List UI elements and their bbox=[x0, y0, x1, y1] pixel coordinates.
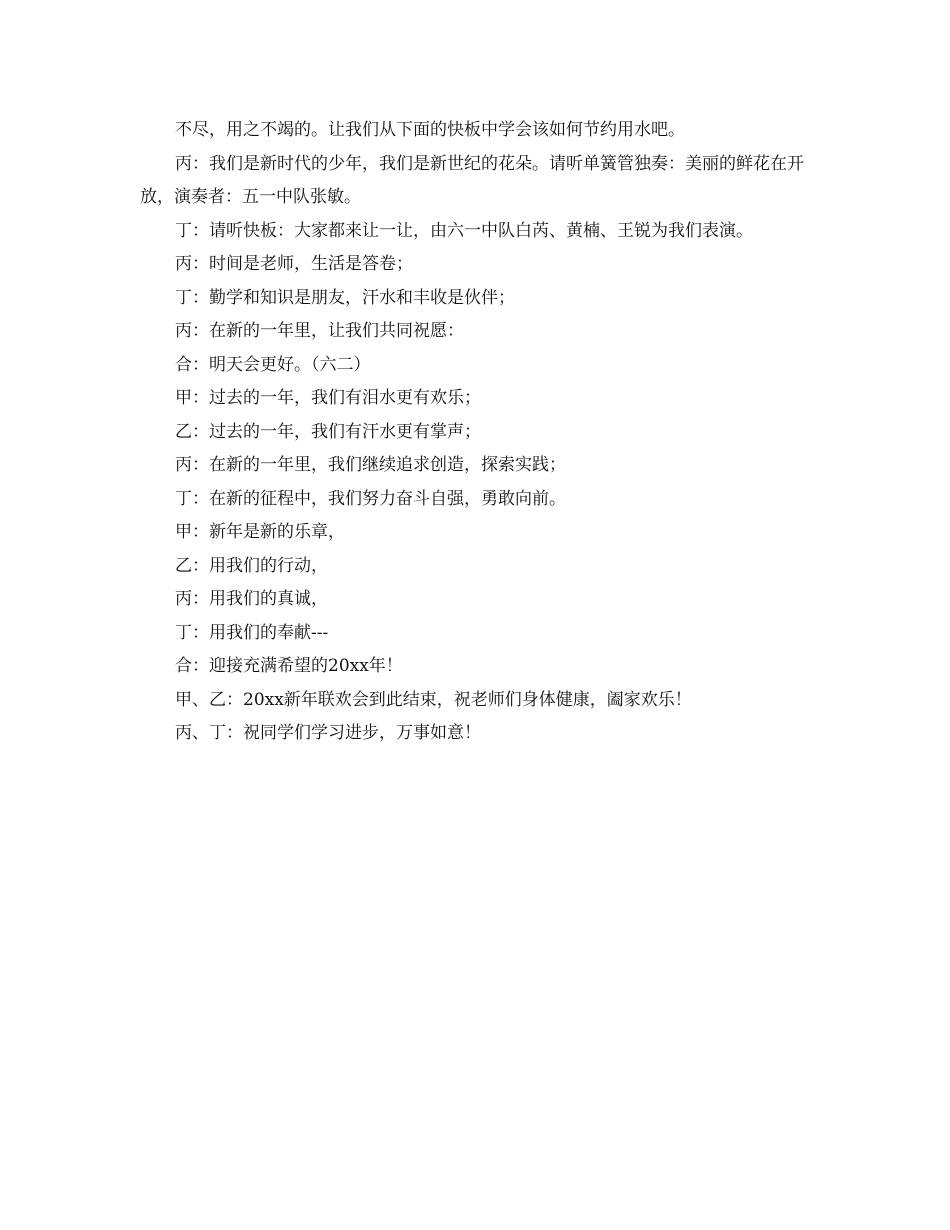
paragraph: 乙：过去的一年，我们有汗水更有掌声； bbox=[175, 421, 481, 442]
paragraph: 丙：时间是老师，生活是答卷； bbox=[175, 254, 413, 274]
document-body bbox=[140, 114, 820, 751]
paragraph: 甲、乙：20xx新年联欢会到此结束，祝老师们身体健康，阖家欢乐！ bbox=[175, 689, 692, 710]
paragraph: 乙：用我们的行动， bbox=[175, 555, 328, 576]
paragraph: 不尽，用之不竭的。让我们从下面的快板中学会该如何节约用水吧。 bbox=[175, 120, 685, 140]
paragraph: 丙、丁：祝同学们学习进步，万事如意！ bbox=[175, 723, 481, 743]
paragraph: 丁：勤学和知识是朋友，汗水和丰收是伙伴； bbox=[175, 287, 515, 308]
paragraph: 甲：新年是新的乐章， bbox=[175, 522, 345, 542]
paragraph: 丁：用我们的奉献--- bbox=[175, 622, 329, 643]
paragraph: 丁：请听快板：大家都来让一让，由六一中队白芮、黄楠、王锐为我们表演。 bbox=[175, 220, 753, 241]
paragraph: 丁：在新的征程中，我们努力奋斗自强，勇敢向前。 bbox=[175, 488, 566, 509]
paragraph: 丙：在新的一年里，我们继续追求创造，探索实践； bbox=[175, 455, 566, 475]
paragraph: 丙：在新的一年里，让我们共同祝愿： bbox=[175, 321, 464, 341]
paragraph: 丙：用我们的真诚， bbox=[175, 589, 328, 609]
paragraph: 丙：我们是新时代的少年，我们是新世纪的花朵。请听单簧管独奏：美丽的鲜花在开放，演奏者：五一中队张敏。 bbox=[140, 153, 804, 207]
paragraph: 合：迎接充满希望的20xx年！ bbox=[175, 656, 403, 676]
paragraph: 合：明天会更好。（六二） bbox=[175, 354, 371, 375]
paragraph: 甲：过去的一年，我们有泪水更有欢乐； bbox=[175, 388, 481, 408]
